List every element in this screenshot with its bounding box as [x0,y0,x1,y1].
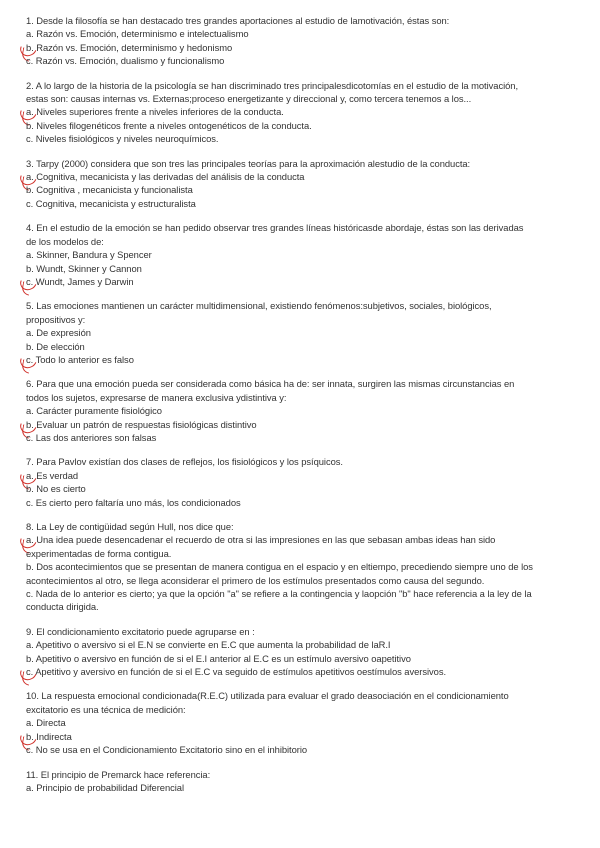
question-text: 11. El principio de Premarck hace referencia: [26,768,211,780]
answer-option [26,587,586,600]
answer-option-text: c. Las dos anteriores son falsas [26,431,157,443]
answer-option-text: b. Wundt, Skinner y Cannon [26,262,142,274]
question-text: 2. A lo largo de la historia de la psicología se han discriminado tres principalesdicotomías en el estudio de la motivación, [26,79,518,91]
answer-option-text: b. Niveles filogenéticos frente a niveles ontogenéticos de la conducta. [26,119,312,131]
answer-option-text: b. Indirecta [26,730,72,742]
question-6 [26,377,586,444]
answer-option-text: experimentadas de forma contigua. [26,547,172,559]
answer-option [26,496,586,509]
answer-option-text: c. Cognitiva, mecanicista y estructuralista [26,197,196,209]
answer-option-text: a. Apetitivo o aversivo si el E.N se convierte en E.C que aumenta la probabilidad de laR.I [26,639,391,651]
answer-option [26,326,586,339]
question-text: 6. Para que una emoción pueda ser considerada como básica ha de: ser innata, surgiren las mismas circunstancias en [26,378,515,390]
question-4 [26,221,586,288]
answer-option [26,248,586,261]
answer-option-text: a. Principio de probabilidad Diferencial [26,781,184,793]
question-3 [26,157,586,211]
answer-option [26,560,586,573]
question-text: 4. En el estudio de la emoción se han pedido observar tres grandes líneas históricasde abordaje, éstas son las derivadas [26,222,524,234]
question-11 [26,768,586,795]
answer-option-text: b. Apetitivo o aversivo en función de si el E.I anterior al E.C es un estímulo aversivo oapetitivo [26,652,411,664]
answer-option [26,119,586,132]
answer-option [26,482,586,495]
question-text: 3. Tarpy (2000) considera que son tres las principales teorías para la aproximación alestudio de la conducta: [26,157,471,169]
question-8 [26,520,586,614]
question-5 [26,299,586,366]
answer-option-selected [26,275,586,288]
answer-option-text: b. De elección [26,340,85,352]
answer-option-text: c. Nada de lo anterior es cierto; ya que la opción "a" se refiere a la contingencia y laopción "b" hace referencia a la ley de la [26,588,532,600]
answer-option [26,183,586,196]
question-text: 8. La Ley de contigüidad según Hull, nos dice que: [26,521,234,532]
answer-option-selected [26,41,586,54]
answer-option-text: acontecimientos al otro, se llega aconsiderar el primero de los estímulos presentados como causa del segundo. [26,574,485,586]
answer-option-text: a. Razón vs. Emoción, determinismo e intelectualismo [26,28,249,40]
answer-option [26,716,586,729]
answer-option [26,743,586,756]
question-text: todos los sujetos, expresarse de manera exclusiva ydistintiva y: [26,391,287,403]
answer-option-selected [26,105,586,118]
answer-option-selected [26,665,586,678]
pen-mark-icon [21,671,31,685]
question-text: estas son: causas internas vs. Externas;proceso energetizante y direccional y, como tercera tenemos a los... [26,93,472,105]
answer-option-selected [26,533,586,546]
answer-option-text: b. No es cierto [26,483,86,495]
answer-option-text: a. De expresión [26,327,91,339]
question-text: 10. La respuesta emocional condicionada(R.E.C) utilizada para evaluar el grado deasociación en el condicionamiento [26,690,509,702]
answer-option-text: conducta dirigida. [26,601,99,613]
answer-option [26,262,586,275]
answer-option-selected [26,730,586,743]
answer-option [26,404,586,417]
answer-option [26,638,586,651]
question-text: de los modelos de: [26,235,104,247]
answer-option [26,54,586,67]
pen-mark-icon [21,359,31,373]
answer-option-text: b. Dos acontecimientos que se presentan de manera contigua en el espacio y en eltiempo, precediendo siempre uno de los [26,561,533,573]
answer-option-text: a. Cognitiva, mecanicista y las derivadas del análisis de la conducta [26,171,305,183]
question-text: excitatorio es una técnica de medición: [26,703,186,715]
answer-option [26,574,586,587]
question-text: propositivos y: [26,313,86,325]
question-text: 1. Desde la filosofía se han destacado tres grandes aportaciones al estudio de lamotivación, éstas son: [26,15,450,26]
answer-option-text: c. No se usa en el Condicionamiento Excitatorio sino en el inhibitorio [26,744,308,756]
answer-option [26,27,586,40]
answer-option-text: b. Razón vs. Emoción, determinismo y hedonismo [26,41,233,53]
answer-option [26,781,586,794]
question-text: 7. Para Pavlov existían dos clases de reflejos, los fisiológicos y los psíquicos. [26,456,343,468]
answer-option-text: a. Es verdad [26,469,79,481]
answer-option-selected [26,170,586,183]
answer-option-selected [26,469,586,482]
answer-option [26,197,586,210]
answer-option-text: a. Skinner, Bandura y Spencer [26,249,152,261]
answer-option [26,652,586,665]
answer-option-text: c. Wundt, James y Darwin [26,275,134,287]
quiz-content [26,14,586,805]
answer-option-text: a. Niveles superiores frente a niveles inferiores de la conducta. [26,106,284,118]
answer-option-text: a. Carácter puramente fisiológico [26,405,162,417]
answer-option-selected [26,418,586,431]
question-1 [26,14,586,68]
answer-option-text: c. Apetitivo y aversivo en función de si el E.C va seguido de estímulos apetitivos oestímulos aversivos. [26,666,447,678]
answer-option-text: c. Razón vs. Emoción, dualismo y funcionalismo [26,55,225,67]
answer-option-selected [26,353,586,366]
answer-option-text: b. Evaluar un patrón de respuestas fisiológicas distintivo [26,418,257,430]
answer-option [26,431,586,444]
answer-option-text: c. Todo lo anterior es falso [26,353,134,365]
question-10 [26,689,586,756]
answer-option-text: c. Niveles fisiológicos y niveles neuroquímicos. [26,133,219,145]
question-text: 5. Las emociones mantienen un carácter multidimensional, existiendo fenómenos:subjetivos, sociales, biológicos, [26,300,492,312]
answer-option-text: c. Es cierto pero faltaría uno más, los condicionados [26,496,241,508]
question-2 [26,79,586,146]
answer-option-text: a. Directa [26,717,66,729]
answer-option-text: b. Cognitiva , mecanicista y funcionalista [26,184,193,196]
answer-option [26,600,586,613]
question-9 [26,625,586,679]
answer-option [26,340,586,353]
question-7 [26,455,586,509]
pen-mark-icon [21,281,31,295]
answer-option-selected [26,547,586,560]
answer-option [26,132,586,145]
answer-option-text: a. Una idea puede desencadenar el recuerdo de otra si las impresiones en las que sebasan ambas ideas han sido [26,534,496,546]
question-text: 9. El condicionamiento excitatorio puede agruparse en : [26,625,255,637]
